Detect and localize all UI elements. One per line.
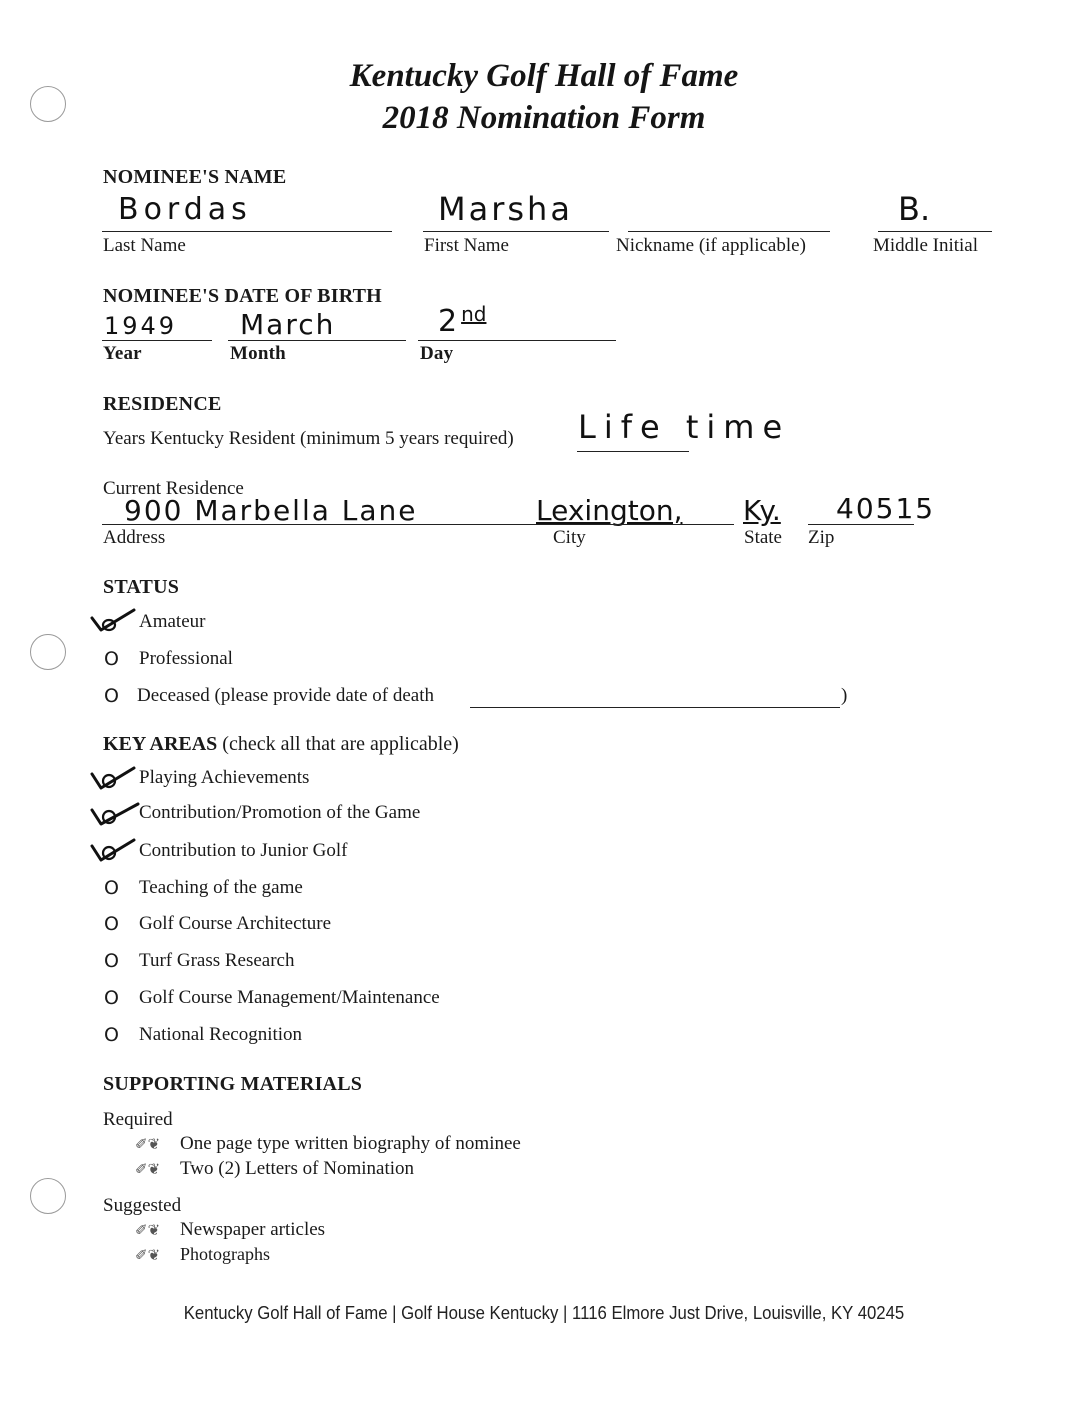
- key-area-national-radio[interactable]: O: [104, 1024, 119, 1046]
- required-label: Required: [103, 1109, 173, 1130]
- key-area-promotion-label: Contribution/Promotion of the Game: [139, 802, 421, 823]
- key-area-playing-label: Playing Achievements: [139, 767, 310, 788]
- suggested-label: Suggested: [103, 1195, 182, 1216]
- birth-year-value[interactable]: 1949: [104, 312, 178, 340]
- bullet-icon: ✐❦: [135, 1135, 161, 1153]
- key-area-turf-label: Turf Grass Research: [139, 950, 295, 971]
- birth-month-value[interactable]: March: [240, 308, 336, 341]
- current-residence-label: Current Residence: [103, 478, 244, 499]
- key-area-junior-checkmark[interactable]: [88, 836, 140, 866]
- address-line: [102, 524, 534, 525]
- first-name-value[interactable]: Marsha: [438, 190, 573, 228]
- years-resident-value[interactable]: Life time: [578, 408, 791, 446]
- city-value[interactable]: Lexington,: [536, 494, 683, 527]
- section-heading-status: STATUS: [103, 576, 180, 598]
- middle-initial-value[interactable]: B.: [898, 190, 931, 228]
- years-resident-label: Years Kentucky Resident (minimum 5 years required): [103, 428, 514, 449]
- address-label: Address: [103, 527, 166, 548]
- city-label: City: [553, 527, 586, 548]
- section-heading-key-areas: [103, 733, 459, 756]
- key-area-playing-checkmark[interactable]: [88, 764, 140, 794]
- form-title-line1: Kentucky Golf Hall of Fame: [349, 58, 739, 94]
- key-area-promotion-checkmark[interactable]: [88, 800, 140, 830]
- section-heading-supporting-materials: SUPPORTING MATERIALS: [103, 1073, 363, 1095]
- birth-day-label: Day: [420, 343, 454, 364]
- suggested-item-photographs: Photographs: [180, 1244, 270, 1264]
- address-value[interactable]: 900 Marbella Lane: [124, 494, 418, 527]
- nickname-label: Nickname (if applicable): [616, 235, 806, 256]
- deceased-date-line[interactable]: [470, 707, 840, 708]
- status-amateur-checkmark[interactable]: [88, 606, 140, 636]
- middle-initial-line: [878, 231, 992, 232]
- birth-day-line: [418, 340, 616, 341]
- status-amateur-label: Amateur: [139, 611, 206, 632]
- nickname-line: [628, 231, 830, 232]
- key-areas-title: KEY AREAS: [103, 733, 218, 755]
- key-area-turf-radio[interactable]: O: [104, 950, 119, 972]
- key-area-junior-label: Contribution to Junior Golf: [139, 840, 348, 861]
- key-area-management-radio[interactable]: O: [104, 987, 119, 1009]
- last-name-value[interactable]: Bordas: [118, 192, 252, 227]
- key-areas-subtitle: (check all that are applicable): [222, 733, 459, 755]
- section-heading-date-of-birth: NOMINEE'S DATE OF BIRTH: [103, 285, 382, 307]
- last-name-label: Last Name: [103, 235, 186, 256]
- last-name-line: [102, 231, 392, 232]
- key-area-management-label: Golf Course Management/Maintenance: [139, 987, 440, 1008]
- key-area-national-label: National Recognition: [139, 1024, 303, 1045]
- years-resident-line: [577, 451, 689, 452]
- suggested-item-newspaper: Newspaper articles: [180, 1219, 326, 1240]
- first-name-line: [423, 231, 609, 232]
- birth-day-suffix: nd: [461, 302, 487, 326]
- bullet-icon: ✐❦: [135, 1246, 161, 1264]
- birth-month-label: Month: [230, 343, 286, 364]
- status-professional-radio[interactable]: O: [104, 648, 119, 670]
- zip-value[interactable]: 40515: [836, 492, 936, 525]
- birth-year-label: Year: [103, 343, 142, 364]
- status-professional-label: Professional: [139, 648, 233, 669]
- bullet-icon: ✐❦: [135, 1160, 161, 1178]
- binder-hole-bottom: [30, 1178, 66, 1214]
- key-area-teaching-label: Teaching of the game: [139, 877, 303, 898]
- birth-day-value[interactable]: [438, 302, 486, 339]
- status-deceased-label: Deceased (please provide date of death: [137, 685, 434, 706]
- first-name-label: First Name: [424, 235, 509, 256]
- birth-year-line: [102, 340, 212, 341]
- state-value[interactable]: Ky.: [743, 494, 781, 527]
- birth-day-number: 2: [438, 304, 458, 339]
- deceased-close-paren: ): [841, 685, 848, 706]
- form-title-line2: 2018 Nomination Form: [382, 100, 706, 136]
- binder-hole-middle: [30, 634, 66, 670]
- zip-line: [808, 524, 914, 525]
- section-heading-nominee-name: NOMINEE'S NAME: [103, 166, 287, 188]
- key-area-architecture-label: Golf Course Architecture: [139, 913, 332, 934]
- zip-label: Zip: [808, 527, 835, 548]
- section-heading-residence: RESIDENCE: [103, 393, 222, 415]
- middle-initial-label: Middle Initial: [873, 235, 979, 256]
- status-deceased-radio[interactable]: O: [104, 685, 119, 707]
- bullet-icon: ✐❦: [135, 1221, 161, 1239]
- key-area-architecture-radio[interactable]: O: [104, 913, 119, 935]
- birth-month-line: [228, 340, 406, 341]
- state-label: State: [744, 527, 782, 548]
- required-item-biography: One page type written biography of nominee: [180, 1133, 521, 1154]
- page-footer: Kentucky Golf Hall of Fame | Golf House Kentucky | 1116 Elmore Just Drive, Louisville, KY 40245: [183, 1303, 905, 1323]
- key-area-teaching-radio[interactable]: O: [104, 877, 119, 899]
- city-line: [534, 524, 734, 525]
- required-item-letters: Two (2) Letters of Nomination: [180, 1158, 415, 1179]
